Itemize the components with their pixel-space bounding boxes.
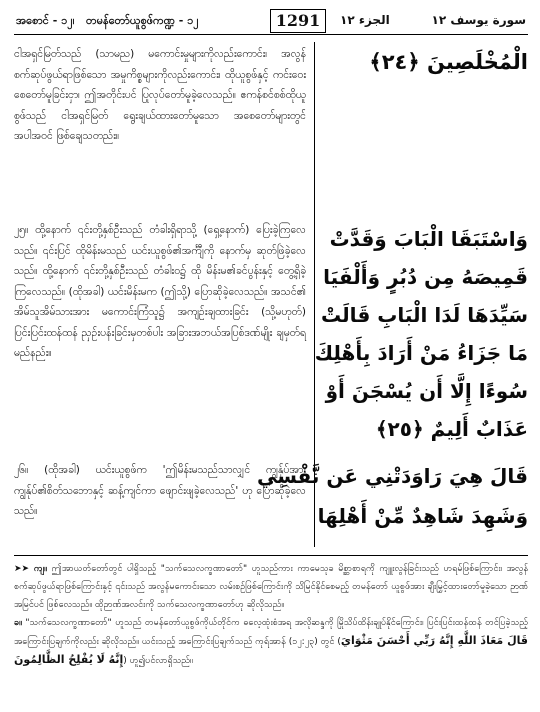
translation-verse-26: ၂၆။ (ထိုအခါ) ယင်းယူစွဖ်က 'ဤမိန်းမသည်သာလျှင် ကျွန်ုပ်အား ကျွန်ုပ်၏စိတ်သဘောနှင့် ဆန့်ကျင်ကာ ဖျောင်းဖျခဲ့လေသည်' ဟု ပြောဆိုခဲ့လေသည်။ — [14, 464, 306, 517]
footnote-item — [14, 560, 528, 614]
surah-label: سورة يوسف ١٢ — [431, 13, 526, 27]
footnote-divider — [14, 555, 528, 556]
footnote-text: ဤအာယတ်တော်တွင် ပါရှိသည့် "သက်သေလက္ခဏာတော်" ဟူသည်ကား ကာမေသုခ မိစ္ဆာစာရကို ကျူးလွန်ခြင်းသည် ဟရမ်ဖြစ်ကြောင်း၊ အလွန်စက်ဆုပ်ဖွယ်ရာဖြစ်ကြောင်းနှင့် ၎င်းသည် အလွန်မကောင်းသော လမ်းစဉ်ဖြစ်ကြောင်းကို သိမြင်နိုင်စေမည့် တမန်တော် ယူစွဖ်အား ချီးမြှင့်ထားတော်မူခဲ့သော ဉာဏ်အမြင်ပင် ဖြစ်လေသည်။ ထိုဉာဏ်အလင်းကို သက်သေလက္ခဏာတော်ဟု ဆိုလိုသည်။ — [14, 564, 528, 610]
volume-label: အစောင် - ၁၂၊ — [16, 14, 75, 27]
page-header — [14, 8, 528, 36]
footnote-marker: ➤➤ ကျ။ — [14, 564, 47, 574]
arabic-verse-24 — [322, 44, 528, 80]
arabic-line: وَاسْتَبَقَا الْبَابَ وَقَدَّتْ — [329, 227, 528, 251]
juz-label: الجزء ١٢ — [340, 13, 390, 27]
translation-verse-25: ၂၅။ ထို့နောက် ၎င်းတို့နှစ်ဦးသည် တံခါးရှိရာသို့ (ရှေ့နောက်) ပြေးခဲ့ကြလေသည်။ ၎င်းပြင် ထိုမိန်းမသည် ယင်းယူစွဖ်၏အင်္ကျီကို နောက်မှ ဆုတ်ဖြဲခဲ့လေသည်။ ထို့နောက် ၎င်းတို့နှစ်ဦးသည် တံခါးဝ၌ ထို မိန်းမ၏ခင်ပွန်းနှင့် တွေ့ရှိခဲ့ကြလေသည်။ (ထိုအခါ) ယင်းမိန်းမက (ဤသို့) ပြောဆိုခဲ့လေသည်။ အသင်၏ အိမ်သူအိမ်သားအား မကောင်းကြံသူ၌ အကျဉ်းချထားခြင်း (သို့မဟုတ်) ပြင်းပြင်းထန်ထန် ညှဉ်းပန်းခြင်းမှတစ်ပါး အခြားအဘယ်အပြစ်ဒဏ်မျိုး ချမှတ်ရမည်နည်း။ — [14, 224, 306, 359]
footnotes — [14, 560, 528, 670]
arabic-line: عَذَابٌ أَلِيمٌ ﴿٢٥﴾ — [375, 417, 528, 441]
footnote-arabic-quote: قَالَ مَعَاذَ اللَّهِ إِنَّهُ رَبِّي أَحْسَنَ مَثْوَايَ إِنَّهُ لَا يُفْلِحُ الظَّالِمُونَ — [14, 634, 529, 666]
arabic-line: وَشَهِدَ شَاهِدٌ مِّنْ أَهْلِهَا — [317, 504, 528, 528]
arabic-verse-25 — [314, 220, 528, 448]
arabic-line: سُوءًا إِلَّا أَن يُسْجَنَ أَوْ — [325, 379, 528, 403]
arabic-line: الْمُخْلَصِينَ ﴿٢٤﴾ — [369, 50, 528, 74]
chapter-title: တမန်တော်ယူစွဖ်ကဏ္ဍ - ၁၂ — [86, 14, 199, 27]
arabic-line: قَمِيصَهُ مِن دُبُرٍ وَأَلْفَيَا — [323, 265, 528, 289]
arabic-line: قَالَ هِيَ رَاوَدَتْنِي عَن نَّفْسِي — [256, 464, 528, 488]
footnote-text: "သက်သေလက္ခဏာတော်" ဟူသည် တမန်တော်ယူစွဖ်ကိုယ်တိုင်က ဓလေ့ထုံးစံအရ အလိုဆန္ဒကို မြိုသိပ်ထိန်းချုပ်နိုင်ကြောင်း၊ ပြင်းပြင်းထန်ထန် တင်ပြခဲ့သည့် အကြောင်းပြချက်ကိုလည်း ဆိုလိုသည်။ ယင်းသည့် အကြောင်းပြချက်သည် ကုရ်အာန် (၁၂:၂၃) တွင် — [14, 618, 528, 647]
arabic-line: مَا جَزَاءُ مَنْ أَرَادَ بِأَهْلِكَ — [314, 341, 528, 365]
quran-page — [14, 8, 528, 704]
arabic-line: سَيِّدَهَا لَدَا الْبَابِ قَالَتْ — [321, 303, 528, 327]
footnote-trailing: ဟူ၍ပင်လာရှိသည်။ — [129, 656, 193, 666]
page-number: 1291 — [270, 9, 326, 33]
footnote-marker: ခ။ — [14, 618, 22, 628]
footnote-item: ခ။ "သက်သေလက္ခဏာတော်" ဟူသည် တမန်တော်ယူစွဖ်ကိုယ်တိုင်က ဓလေ့ထုံးစံအရ အလိုဆန္ဒကို မြိုသိပ်ထိန်းချုပ်နိုင်ကြောင်း၊ ပြင်းပြင်းထန်ထန် တင်ပြခဲ့သည့် အကြောင်းပြချက်ကိုလည်း ဆိုလိုသည်။ ယင်းသည့် အကြောင်းပြချက်သည် ကုရ်အာန် (၁၂:၂၃) တွင် (قَالَ مَعَاذَ اللَّهِ إِنَّهُ رَبِّي أَحْسَنَ مَثْوَايَ إِنَّهُ لَا يُفْلِحُ الظَّالِمُونَ) ဟူ၍ပင်လာရှိသည်။ — [14, 618, 529, 666]
translation-verse-24: ငါအရှင်မြတ်သည် (သာမည) မကောင်းမှုများကိုလည်းကောင်း၊ အလွန် စက်ဆုပ်ဖွယ်ရာဖြစ်သော အမှုကိစ္စများကိုလည်းကောင်း၊ ထိုယူစွဖ်နှင့် ကင်းဝေးစေတော်မူခြင်းငှာ၊ ဤအတိုင်းပင် ပြုလုပ်တော်မူခဲ့လေသည်။ ဧကန်စင်စစ်ထိုယူစွဖ်သည် ငါအရှင်မြတ် ရွေးချယ်ထားတော်မူသော အစေတော်များတွင် အပါအဝင် ဖြစ်ချေသတည်း။ — [14, 48, 306, 142]
arabic-verse-26 — [256, 456, 528, 536]
header-divider — [14, 34, 528, 35]
